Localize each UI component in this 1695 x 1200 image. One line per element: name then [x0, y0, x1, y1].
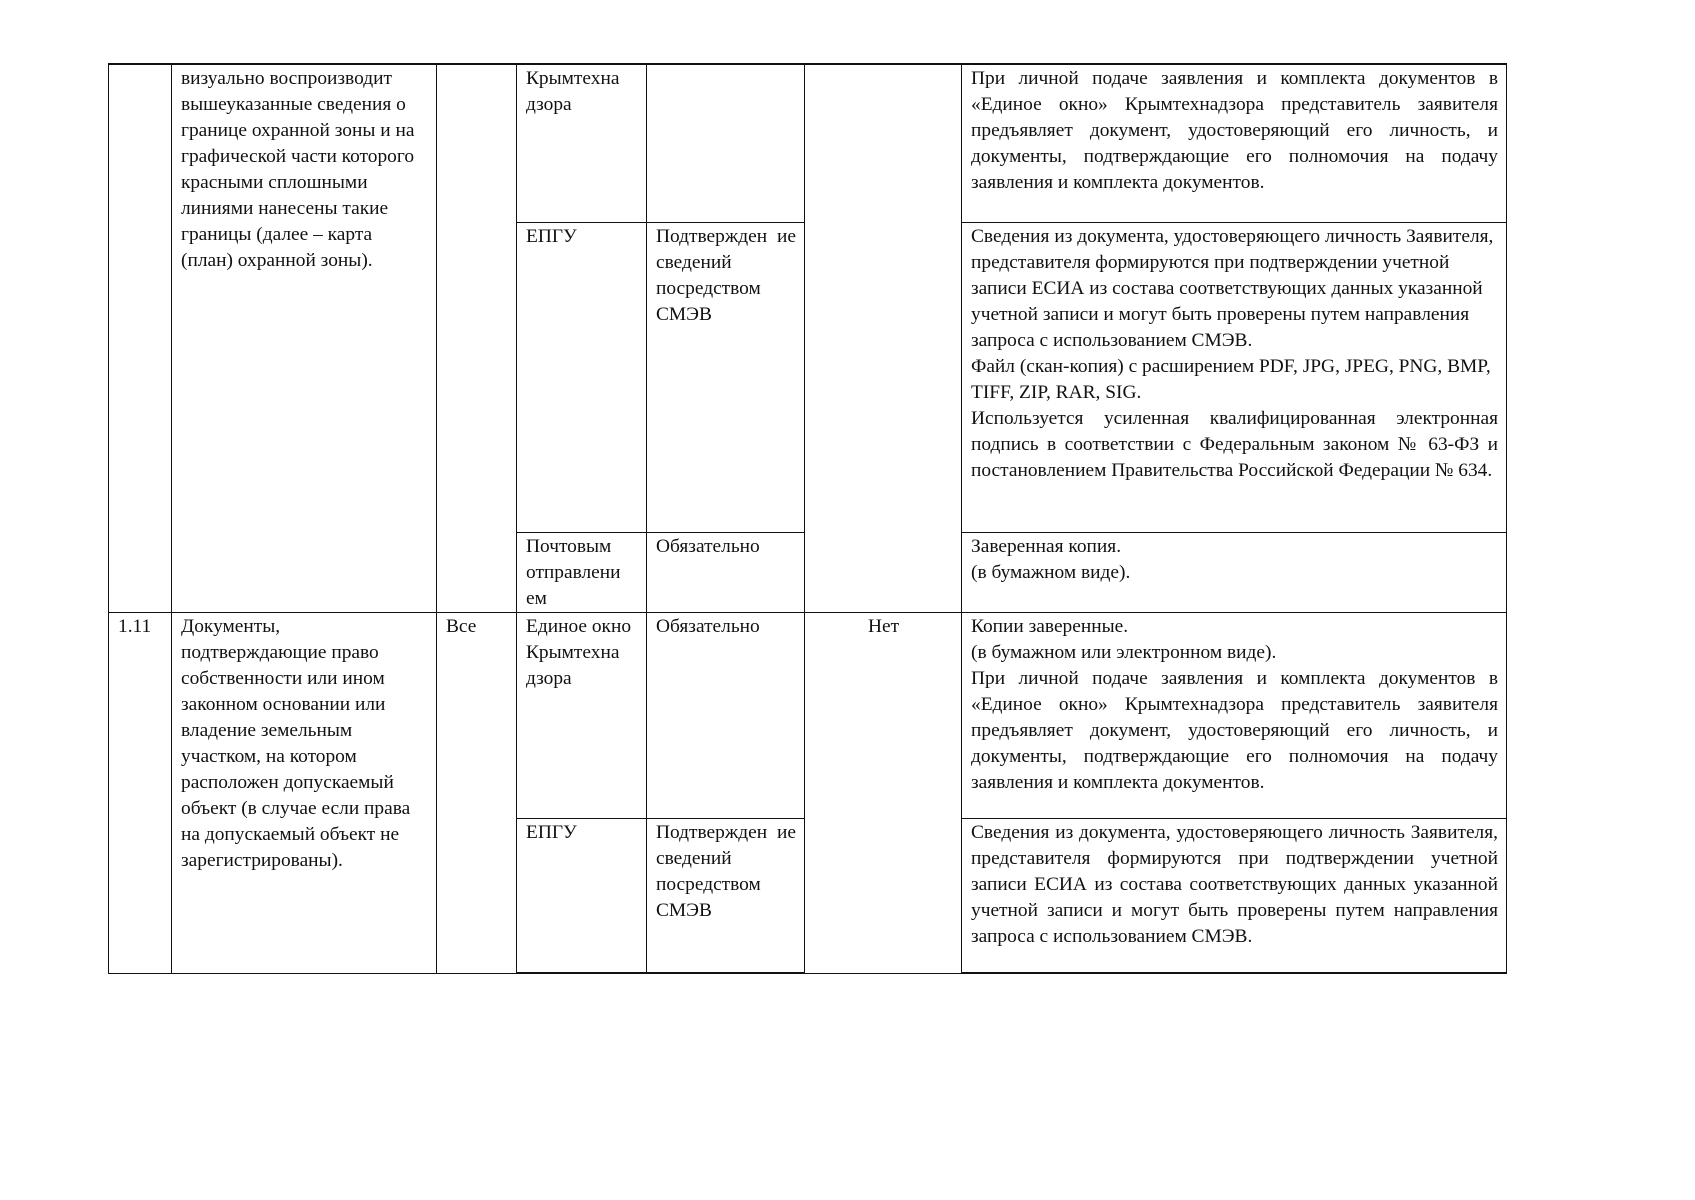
table-row: [109, 64, 1507, 222]
note-paragraph: При личной подаче заявления и комплекта документов в «Единое окно» Крымтехнадзора представитель заявителя предъявляет документ, удостоверяющий его личность, и документы, подтверждающие его полномочия на подачу заявления и комплекта документов.: [971, 68, 1498, 193]
requirement-cell: Подтвержден ие сведений посредством СМЭВ: [647, 222, 805, 532]
requirement-cell: Обязательно: [647, 612, 805, 818]
requirement-cell: [647, 64, 805, 222]
note-paragraph: При личной подаче заявления и комплекта документов в «Единое окно» Крымтехнадзора представитель заявителя предъявляет документ, удостоверяющий его личность, и документы, подтверждающие его полномочия на подачу заявления и комплекта документов.: [971, 667, 1498, 793]
table-row: [109, 612, 1507, 818]
note-paragraph: Копии заверенные.: [971, 615, 1129, 637]
submission-method-cell: Почтовым отправлени ем: [517, 532, 647, 612]
document-description-cell: визуально воспроизводит вышеуказанные сведения о границе охранной зоны и на графической части которого красными сплошными линиями нанесены такие границы (далее – карта (план) охранной зоны).: [172, 64, 437, 612]
notes-cell: [962, 612, 1507, 818]
notes-cell: [962, 222, 1507, 532]
flag-cell: [805, 64, 962, 612]
applicant-category-cell: Все: [437, 612, 517, 973]
note-paragraph: Файл (скан-копия) с расширением PDF, JPG, JPEG, PNG, BMP, TIFF, ZIP, RAR, SIG.: [971, 355, 1491, 403]
note-paragraph: (в бумажном виде).: [971, 561, 1131, 583]
submission-method-cell: Единое окно Крымтехна дзора: [517, 612, 647, 818]
note-paragraph: Используется усиленная квалифицированная электронная подпись в соответствии с Федеральным законом № 63-ФЗ и постановлением Правительства Российской Федерации № 634.: [971, 407, 1498, 481]
note-paragraph: Сведения из документа, удостоверяющего личность Заявителя, представителя формируются при подтверждении учетной записи ЕСИА из состава соответствующих данных указанной учетной записи и могут быть проверены путем направления запроса с использованием СМЭВ.: [971, 821, 1498, 947]
row-number-cell: [109, 64, 172, 612]
notes-cell: [962, 64, 1507, 222]
applicant-category-cell: [437, 64, 517, 612]
note-paragraph: (в бумажном или электронном виде).: [971, 641, 1277, 663]
notes-cell: [962, 532, 1507, 612]
requirements-table: [108, 63, 1507, 974]
submission-method-cell: Крымтехна дзора: [517, 64, 647, 222]
note-paragraph: Сведения из документа, удостоверяющего личность Заявителя, представителя формируются при подтверждении учетной записи ЕСИА из состава соответствующих данных указанной учетной записи и могут быть проверены путем направления запроса с использованием СМЭВ.: [971, 225, 1494, 351]
document-description-cell: Документы, подтверждающие право собственности или ином законном основании или владение земельным участком, на котором расположен допускаемый объект (в случае если права на допускаемый объект не зарегистрированы).: [172, 612, 437, 973]
requirement-cell: Подтвержден ие сведений посредством СМЭВ: [647, 818, 805, 973]
submission-method-cell: ЕПГУ: [517, 818, 647, 973]
notes-cell: [962, 818, 1507, 973]
row-number-cell: 1.11: [109, 612, 172, 973]
submission-method-cell: ЕПГУ: [517, 222, 647, 532]
requirement-cell: Обязательно: [647, 532, 805, 612]
note-paragraph: Заверенная копия.: [971, 535, 1122, 557]
flag-cell: Нет: [805, 612, 962, 973]
